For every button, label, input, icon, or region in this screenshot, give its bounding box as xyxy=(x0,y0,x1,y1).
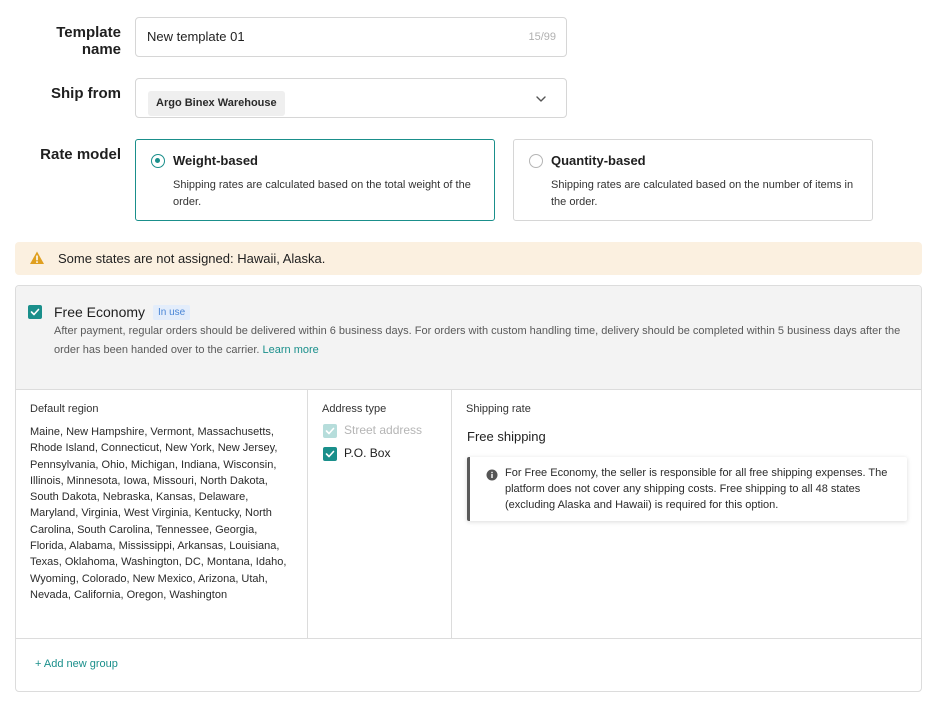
weight-based-title: Weight-based xyxy=(173,153,258,168)
ship-from-label: Ship from xyxy=(51,85,121,102)
group-enable-checkbox[interactable] xyxy=(28,305,42,319)
region-header: Default region xyxy=(30,403,99,415)
shipping-rate-header: Shipping rate xyxy=(466,403,531,415)
template-name-label: Template name xyxy=(56,24,121,58)
radio-unselected[interactable] xyxy=(529,154,543,168)
region-column xyxy=(16,390,308,638)
chevron-down-icon[interactable] xyxy=(534,92,548,106)
group-title: Free Economy xyxy=(54,304,146,320)
warning-text: Some states are not assigned: Hawaii, Alaska. xyxy=(58,251,326,266)
checkmark-icon xyxy=(325,449,335,459)
group-header xyxy=(16,286,921,390)
note-text: For Free Economy, the seller is responsible for all free shipping expenses. The platform does not cover any shipping costs. Free shipping to all 48 states (excluding Alaska and Hawaii) is required for this option. xyxy=(505,467,888,511)
template-name-value: New template 01 xyxy=(147,29,245,44)
rate-model-label: Rate model xyxy=(40,146,121,163)
address-type-column xyxy=(308,390,452,638)
po-box-label: P.O. Box xyxy=(344,446,391,460)
quantity-based-title: Quantity-based xyxy=(551,153,646,168)
checkmark-icon xyxy=(325,426,335,436)
character-counter: 15/99 xyxy=(528,31,556,43)
region-states-list: Maine, New Hampshire, Vermont, Massachusetts, Rhode Island, Connecticut, New York, New Jersey, Pennsylvania, Ohio, Michigan, Indiana, Wisconsin, Illinois, Minnesota, Iowa, Missouri, North Dakota, South Dakota, Nebraska, Kansas, Delaware, Maryland, Virginia, West Virginia, Kentucky, North Carolina, South Carolina, Tennessee, Georgia, Florida, Alabama, Mississippi, Arkansas, Louisiana, Texas, Oklahoma, Washington, DC, Montana, Idaho, Wyoming, Colorado, New Mexico, Arizona, Utah, Nevada, California, Oregon, Washington xyxy=(30,426,287,601)
shipping-group-card xyxy=(15,285,922,692)
in-use-badge: In use xyxy=(153,305,190,320)
street-address-checkbox[interactable] xyxy=(323,424,337,438)
free-shipping-note xyxy=(467,457,907,521)
warehouse-chip: Argo Binex Warehouse xyxy=(148,91,285,116)
po-box-checkbox[interactable] xyxy=(323,447,337,461)
weight-based-option[interactable] xyxy=(135,139,495,221)
shipping-rate-value: Free shipping xyxy=(467,429,546,444)
street-address-label: Street address xyxy=(344,423,423,437)
learn-more-link[interactable]: Learn more xyxy=(262,344,319,356)
quantity-based-desc: Shipping rates are calculated based on the number of items in the order. xyxy=(551,179,854,208)
warning-icon xyxy=(29,250,45,266)
template-name-input[interactable] xyxy=(135,17,567,57)
weight-based-desc: Shipping rates are calculated based on the total weight of the order. xyxy=(173,179,471,208)
checkmark-icon xyxy=(30,307,40,317)
radio-selected[interactable] xyxy=(151,154,165,168)
add-new-group-button[interactable]: + Add new group xyxy=(35,658,118,670)
add-group-row xyxy=(16,638,921,691)
address-type-header: Address type xyxy=(322,403,387,415)
group-description xyxy=(54,322,914,360)
ship-from-select[interactable] xyxy=(135,78,567,118)
quantity-based-option[interactable] xyxy=(513,139,873,221)
shipping-rate-column xyxy=(452,390,921,638)
info-icon xyxy=(486,469,498,481)
unassigned-states-warning xyxy=(15,242,922,275)
group-desc-text: After payment, regular orders should be delivered within 6 business days. For orders with custom handling time, delivery should be completed within 5 business days after the order has been handed over to the carrier. xyxy=(54,325,901,356)
